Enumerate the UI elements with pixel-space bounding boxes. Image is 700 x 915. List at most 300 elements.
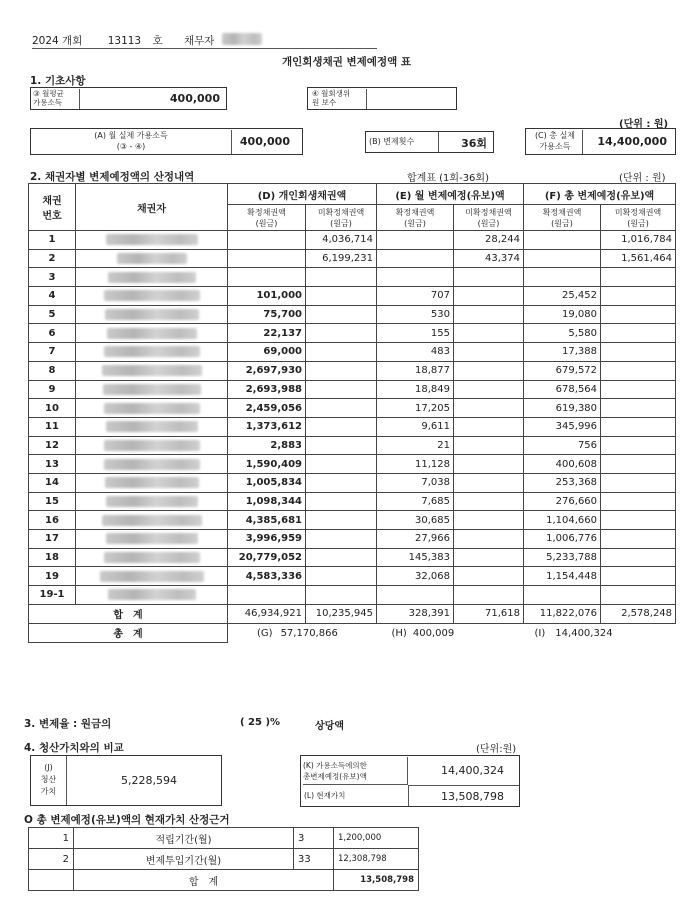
e-fixed-cell: 483 [377,343,454,362]
creditor-name [76,436,228,455]
pv-row [29,828,419,849]
pv-label: 변제투입기간(월) [74,849,294,870]
box-c-label-line1: (C) 총 실제 [534,131,576,140]
living-cost-label-line2: 원 보수 [312,98,337,107]
creditor-name [76,586,228,605]
redacted-creditor [102,365,202,376]
creditor-name [76,399,228,418]
table-row [29,492,676,511]
creditor-name [76,548,228,567]
redacted-creditor [108,589,196,600]
col-header-e-fixed [377,205,454,231]
creditor-name [76,305,228,324]
creditor-name [76,417,228,436]
box-kl-divider [408,785,519,786]
box-j-label-line3: 가치 [40,787,57,796]
f-fixed-cell: 756 [524,436,601,455]
d-unfixed-cell [306,305,377,324]
f-fixed-cell: 25,452 [524,287,601,306]
present-value-table [28,827,419,891]
monthly-income-label-line2: 가용소득 [33,98,62,107]
f-fixed-cell: 253,368 [524,473,601,492]
d-unfixed-cell [306,417,377,436]
f-fixed-line1: 확정채권액 [542,207,582,217]
col-header-no [29,184,76,231]
col-header-f-unfixed [601,205,676,231]
col-header-e-unfixed [454,205,524,231]
box-c [525,128,676,155]
d-unfixed-line1: 미확정채권액 [317,207,365,217]
e-fixed-cell: 18,877 [377,361,454,380]
e-unfixed-cell [454,548,524,567]
d-unfixed-cell [306,268,377,287]
box-k-label [303,757,408,785]
f-unfixed-cell [601,268,676,287]
creditor-name [76,249,228,268]
table-row [29,249,676,268]
g-label: (G) [257,627,273,639]
f-fixed-cell: 1,154,448 [524,567,601,586]
table-row [29,530,676,549]
f-unfixed-cell [601,567,676,586]
box-a [30,128,303,155]
redacted-creditor [104,290,200,301]
d-fixed-cell: 4,583,336 [228,567,306,586]
pv-no: 1 [29,828,74,849]
f-fixed-cell: 5,580 [524,324,601,343]
col-header-no-line2: 번호 [42,211,62,222]
box-c-label-line2: 가용소득 [539,142,571,151]
creditor-no: 7 [29,343,76,362]
creditor-name [76,473,228,492]
col-header-e: (E) 월 변제예정(유보)액 [377,184,524,205]
f-unfixed-cell [601,361,676,380]
monthly-income-value: 400,000 [169,92,220,105]
e-unfixed-cell: 43,374 [454,249,524,268]
f-fixed-cell: 400,608 [524,455,601,474]
f-fixed-line2: (원금) [551,218,573,228]
d-fixed-cell: 75,700 [228,305,306,324]
e-fixed-cell: 17,205 [377,399,454,418]
redacted-debtor-name [222,33,262,45]
sum-f-unfixed: 2,578,248 [601,604,676,623]
d-unfixed-cell [306,287,377,306]
creditor-no: 6 [29,324,76,343]
creditor-no: 13 [29,455,76,474]
d-unfixed-cell [306,492,377,511]
creditor-name [76,511,228,530]
box-j-value: 5,228,594 [121,774,177,787]
d-unfixed-cell [306,436,377,455]
i-value: 14,400,324 [555,627,613,639]
redacted-creditor [108,272,196,283]
creditor-no: 19-1 [29,586,76,605]
f-unfixed-cell [601,436,676,455]
d-fixed-cell [228,586,306,605]
box-l-value: 13,508,798 [441,790,504,803]
creditor-name [76,324,228,343]
e-unfixed-cell [454,268,524,287]
d-unfixed-cell: 6,199,231 [306,249,377,268]
redacted-creditor [104,346,200,357]
box-a-label-line2: (③ - ④) [116,142,146,151]
col-header-f-fixed [524,205,601,231]
summary-label: 합계표 (1회-36회) [407,173,489,184]
section4-title: 4. 청산가치와의 비교 [24,742,124,754]
d-unfixed-cell [306,567,377,586]
e-fixed-cell: 7,685 [377,492,454,511]
redacted-creditor [100,571,204,582]
header-underline [32,48,377,49]
e-unfixed-cell [454,343,524,362]
pv-label: 적립기간(월) [74,828,294,849]
e-fixed-cell: 9,611 [377,417,454,436]
box-b-value: 36회 [461,137,487,150]
d-fixed-cell: 69,000 [228,343,306,362]
pv-months: 33 [294,849,334,870]
table-row [29,399,676,418]
box-kl [300,755,520,807]
f-fixed-cell: 345,996 [524,417,601,436]
creditor-no: 4 [29,287,76,306]
d-fixed-line2: (원금) [255,218,278,228]
d-unfixed-cell [306,380,377,399]
d-fixed-cell: 4,385,681 [228,511,306,530]
e-unfixed-cell [454,380,524,399]
section3-title: 3. 변제율 : 원금의 [24,718,112,730]
section2-unit: (단위 : 원) [619,173,666,184]
e-fixed-cell: 145,383 [377,548,454,567]
living-cost-label-line1: ④ 월회생위 [312,89,351,98]
table-row [29,305,676,324]
e-unfixed-cell [454,399,524,418]
creditor-no: 18 [29,548,76,567]
d-fixed-cell: 2,697,930 [228,361,306,380]
e-unfixed-cell [454,361,524,380]
f-unfixed-cell [601,548,676,567]
creditor-name [76,343,228,362]
e-unfixed-line1: 미확정채권액 [465,207,512,217]
box-a-value: 400,000 [239,135,290,148]
h-value: 400,009 [412,627,455,639]
h-label: (H) [391,627,407,639]
f-fixed-cell: 1,006,776 [524,530,601,549]
table-row [29,268,676,287]
col-header-f: (F) 총 변제예정(유보)액 [524,184,676,205]
total-i [524,623,676,642]
redacted-creditor [104,552,200,563]
document-title: 개인회생채권 변제예정액 표 [282,56,412,68]
f-unfixed-cell [601,399,676,418]
sum-f-fixed: 11,822,076 [524,604,601,623]
table-row [29,287,676,306]
pv-amount: 12,308,798 [334,849,419,870]
table-row [29,361,676,380]
e-unfixed-cell: 28,244 [454,231,524,250]
table-row [29,473,676,492]
creditor-name [76,567,228,586]
table-row [29,455,676,474]
e-fixed-cell: 18,849 [377,380,454,399]
d-unfixed-cell: 4,036,714 [306,231,377,250]
present-value-rows [29,828,419,870]
f-unfixed-line1: 미확정채권액 [614,207,662,217]
e-fixed-cell: 27,966 [377,530,454,549]
creditor-no: 5 [29,305,76,324]
section1-title: 1. 기초사항 [30,75,86,87]
f-fixed-cell: 5,233,788 [524,548,601,567]
e-fixed-cell: 7,038 [377,473,454,492]
creditor-no: 12 [29,436,76,455]
creditor-name [76,530,228,549]
e-unfixed-cell [454,417,524,436]
f-unfixed-cell [601,511,676,530]
creditor-no: 2 [29,249,76,268]
section5-title: O 총 변제예정(유보)액의 현재가치 산정근거 [24,814,230,826]
redacted-creditor [102,515,202,526]
g-value: 57,170,866 [280,627,338,639]
redacted-creditor [103,384,201,395]
creditor-name [76,455,228,474]
redacted-creditor [105,309,199,320]
pv-no: 2 [29,849,74,870]
monthly-income-label [33,89,80,109]
pv-total-label: 합 계 [74,870,334,891]
sum-d-fixed: 46,934,921 [228,604,306,623]
creditor-no: 8 [29,361,76,380]
e-fixed-cell: 30,685 [377,511,454,530]
table-row [29,324,676,343]
creditor-name [76,287,228,306]
f-unfixed-cell [601,473,676,492]
redacted-creditor [104,403,200,414]
box-k-label-line2: 총변제예정(유보)액 [303,772,367,781]
box-b-divider [438,132,439,152]
creditor-no: 17 [29,530,76,549]
box-a-label [31,130,232,154]
creditor-no: 19 [29,567,76,586]
f-unfixed-cell [601,492,676,511]
f-fixed-cell [524,268,601,287]
total-label: 총 계 [29,623,228,642]
f-unfixed-cell [601,305,676,324]
table-row [29,511,676,530]
sum-e-unfixed: 71,618 [454,604,524,623]
d-fixed-cell: 20,779,052 [228,548,306,567]
e-unfixed-cell [454,492,524,511]
box-k-value: 14,400,324 [441,764,504,777]
total-h [377,623,524,642]
d-unfixed-line2: (원금) [330,218,352,228]
e-unfixed-cell [454,305,524,324]
table-row [29,586,676,605]
header-line [32,33,214,48]
creditor-name [76,492,228,511]
d-unfixed-cell [306,343,377,362]
creditor-rows [29,231,676,605]
d-fixed-cell: 2,883 [228,436,306,455]
f-unfixed-cell [601,417,676,436]
box-a-label-line1: (A) 월 실제 가용소득 [94,131,168,140]
redacted-creditor [104,440,200,451]
e-fixed-cell [377,586,454,605]
f-fixed-cell [524,249,601,268]
d-unfixed-cell [306,324,377,343]
f-fixed-cell [524,231,601,250]
e-fixed-cell: 707 [377,287,454,306]
pv-total-amount: 13,508,798 [334,870,419,891]
redacted-creditor [104,459,200,470]
box-j-label [31,756,67,805]
box-j-label-line2: 청산 [40,775,57,784]
d-unfixed-cell [306,473,377,492]
f-unfixed-cell: 1,561,464 [601,249,676,268]
section2-title: 2. 채권자별 변제예정액의 산정내역 [30,171,195,183]
redacted-creditor [106,234,198,245]
creditor-name [76,231,228,250]
d-unfixed-cell [306,511,377,530]
col-header-no-line1: 채권 [42,196,62,207]
f-unfixed-cell: 1,016,784 [601,231,676,250]
f-fixed-cell: 679,572 [524,361,601,380]
creditor-no: 9 [29,380,76,399]
e-fixed-cell [377,268,454,287]
f-fixed-cell: 17,388 [524,343,601,362]
pv-amount: 1,200,000 [334,828,419,849]
f-unfixed-cell [601,586,676,605]
creditor-no: 1 [29,231,76,250]
redacted-creditor [106,496,198,507]
table-row [29,380,676,399]
f-fixed-cell [524,586,601,605]
f-unfixed-cell [601,530,676,549]
table-row [29,436,676,455]
sum-e-fixed: 328,391 [377,604,454,623]
table-row [29,417,676,436]
col-header-d-fixed [228,205,306,231]
sum-d-unfixed: 10,235,945 [306,604,377,623]
e-fixed-cell: 530 [377,305,454,324]
box-l-label: (L) 현재가치 [304,791,346,800]
d-fixed-cell [228,268,306,287]
table-row [29,567,676,586]
e-unfixed-cell [454,530,524,549]
d-fixed-cell: 1,590,409 [228,455,306,474]
d-unfixed-cell [306,361,377,380]
d-fixed-cell: 2,459,056 [228,399,306,418]
e-fixed-cell: 32,068 [377,567,454,586]
creditor-name [76,268,228,287]
creditor-name [76,361,228,380]
section4-unit: (단위:원) [476,744,517,755]
monthly-income-box [30,87,227,110]
creditor-no: 14 [29,473,76,492]
box-j [30,755,222,806]
e-unfixed-cell [454,287,524,306]
d-fixed-cell [228,249,306,268]
e-unfixed-cell [454,324,524,343]
col-header-d: (D) 개인회생채권액 [228,184,377,205]
e-fixed-cell: 11,128 [377,455,454,474]
f-unfixed-line2: (원금) [627,218,649,228]
creditor-no: 16 [29,511,76,530]
d-fixed-cell: 1,098,344 [228,492,306,511]
redacted-creditor [117,253,187,264]
e-unfixed-cell [454,586,524,605]
section1-unit: (단위 : 원) [619,119,669,130]
box-c-label [528,130,583,154]
e-unfixed-cell [454,436,524,455]
e-fixed-cell: 155 [377,324,454,343]
i-label: (I) [534,627,546,639]
e-unfixed-cell [454,455,524,474]
creditor-table [28,183,676,643]
f-fixed-cell: 19,080 [524,305,601,324]
d-fixed-line1: 확정채권액 [247,207,286,217]
f-fixed-cell: 619,380 [524,399,601,418]
creditor-name [76,380,228,399]
redacted-creditor [107,328,197,339]
e-fixed-cell [377,249,454,268]
f-fixed-cell: 276,660 [524,492,601,511]
case-suffix: 호 [152,35,163,47]
e-unfixed-cell [454,473,524,492]
box-b [365,131,494,153]
table-row [29,231,676,250]
d-fixed-cell: 1,373,612 [228,417,306,436]
e-fixed-cell [377,231,454,250]
repayment-rate: ( 25 )% [240,717,281,728]
f-unfixed-cell [601,343,676,362]
f-unfixed-cell [601,287,676,306]
pv-row [29,849,419,870]
f-unfixed-cell [601,380,676,399]
redacted-creditor [105,477,199,488]
creditor-no: 3 [29,268,76,287]
sum-label: 합 계 [29,604,228,623]
case-number: 13113 [107,35,142,47]
box-l-divider [408,785,409,806]
redacted-creditor [106,421,198,432]
d-fixed-cell: 2,693,988 [228,380,306,399]
d-fixed-cell: 101,000 [228,287,306,306]
creditor-no: 11 [29,417,76,436]
creditor-no: 15 [29,492,76,511]
e-fixed-line1: 확정채권액 [395,207,435,217]
d-unfixed-cell [306,586,377,605]
table-row [29,548,676,567]
d-fixed-cell: 3,996,959 [228,530,306,549]
e-fixed-cell: 21 [377,436,454,455]
living-cost-label [312,89,367,109]
e-unfixed-cell [454,511,524,530]
f-fixed-cell: 1,104,660 [524,511,601,530]
d-unfixed-cell [306,399,377,418]
d-unfixed-cell [306,530,377,549]
f-fixed-cell: 678,564 [524,380,601,399]
d-fixed-cell: 22,137 [228,324,306,343]
pv-months: 3 [294,828,334,849]
e-unfixed-line2: (원금) [477,218,500,228]
d-unfixed-cell [306,455,377,474]
debtor-label: 채무자 [183,35,215,47]
table-row [29,343,676,362]
box-b-label: (B) 변제횟수 [369,137,415,146]
total-g [228,623,377,642]
repayment-rate-suffix: 상당액 [315,721,344,732]
d-fixed-cell: 1,005,834 [228,473,306,492]
box-k-label-line1: (K) 가용소득에의한 [303,761,367,770]
